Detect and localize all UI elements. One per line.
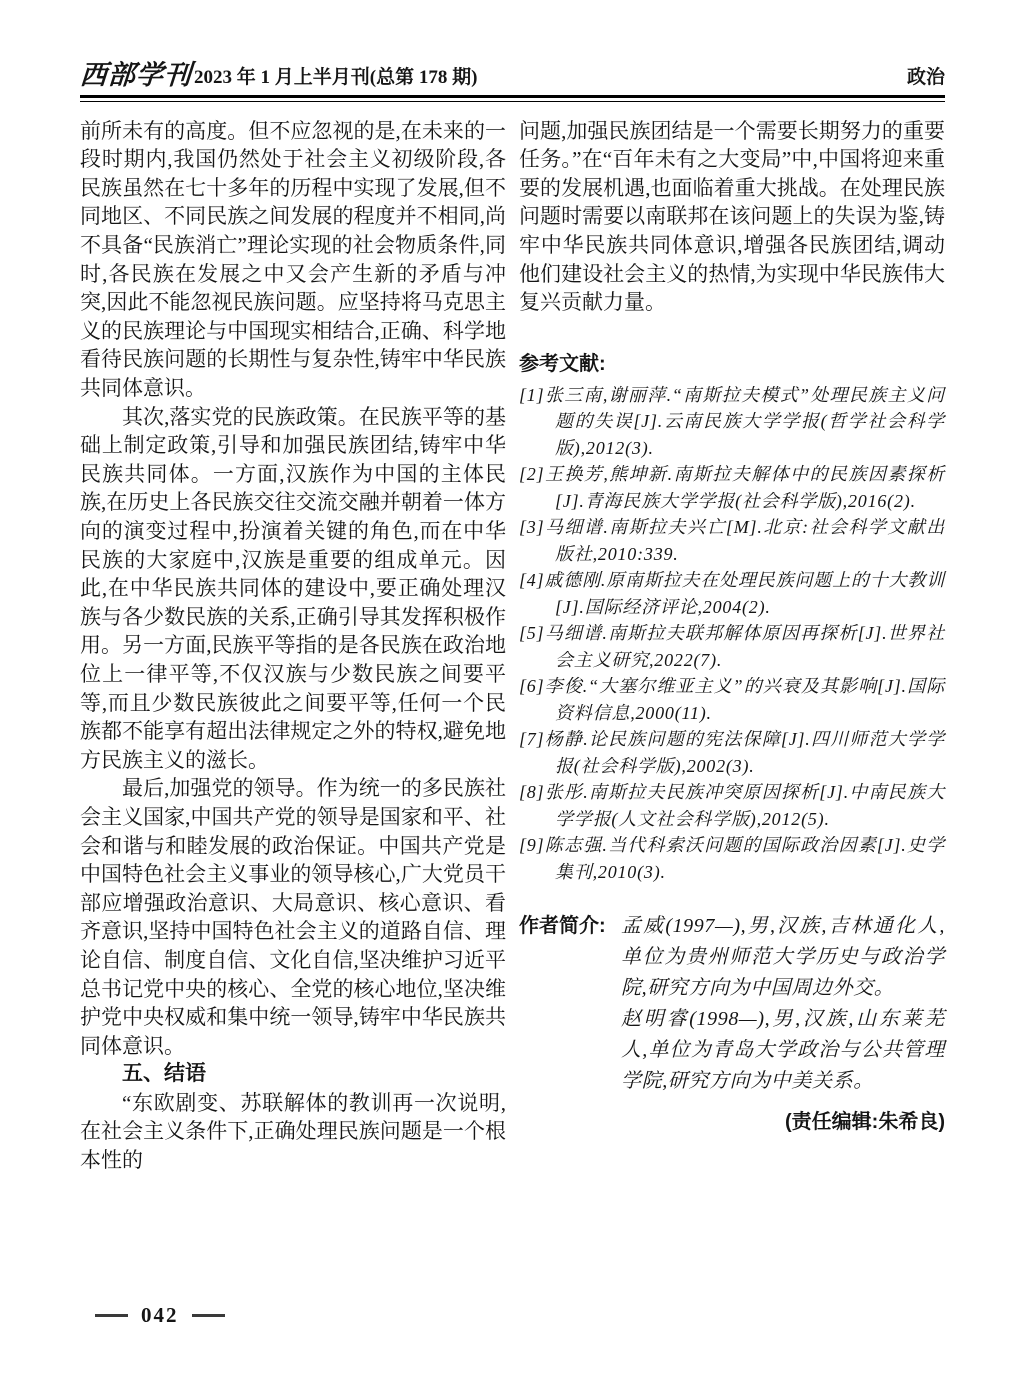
author-bio-entry: 孟威(1997—),男,汉族,吉林通化人,单位为贵州师范大学历史与政治学院,研究方向为中国周边外交。 [621, 915, 945, 1000]
page-header [80, 62, 945, 95]
reference-item: [8]张彤.南斯拉夫民族冲突原因探析[J].中南民族大学学报(人文社会科学版),2012(5). [519, 782, 945, 829]
reference-item: [3]马细谱.南斯拉夫兴亡[M].北京:社会科学文献出版社,2010:339. [519, 517, 945, 564]
reference-item: [1]张三南,谢丽萍.“南斯拉夫模式”处理民族主义问题的失误[J].云南民族大学学报(哲学社会科学版),2012(3). [519, 384, 945, 458]
body-paragraph: “东欧剧变、苏联解体的教训再一次说明,在社会主义条件下,正确处理民族问题是一个根本性的 [80, 1090, 506, 1173]
reference-item: [4]戚德刚.原南斯拉夫在处理民族问题上的十大教训[J].国际经济评论,2004(2). [519, 570, 945, 617]
body-paragraph: 问题,加强民族团结是一个需要长期努力的重要任务。”在“百年未有之大变局”中,中国将迎来重要的发展机遇,也面临着重大挑战。在处理民族问题时需要以南联邦在该问题上的失误为鉴,铸牢中华民族共同体意识,增强各民族团结,调动他们建设社会主义的热情,为实现中华民族伟大复兴贡献力量。 [519, 118, 945, 315]
references-list [519, 382, 945, 886]
journal-page [80, 62, 945, 1175]
references-heading: 参考文献: [519, 352, 606, 375]
left-column [80, 117, 506, 1175]
header-rule-thin [80, 101, 945, 102]
editor-note: (责任编辑:朱希良) [785, 1111, 945, 1134]
body-paragraph: 前所未有的高度。但不应忽视的是,在未来的一段时期内,我国仍然处于社会主义初级阶段,各民族虽然在七十多年的历程中实现了发展,但不同地区、不同民族之间发展的程度并不相同,尚不具备“民族消亡”理论实现的社会物质条件,同时,各民族在发展之中又会产生新的矛盾与冲突,因此不能忽视民族问题。应坚持将马克思主义的民族理论与中国现实相结合,正确、科学地看待民族问题的长期性与复杂性,铸牢中华民族共同体意识。 [80, 118, 506, 401]
reference-item: [7]杨静.论民族问题的宪法保障[J].四川师范大学学报(社会科学版),2002(3). [519, 729, 945, 776]
reference-item: [2]王换芳,熊坤新.南斯拉夫解体中的民族因素探析[J].青海民族大学学报(社会科学版),2016(2). [519, 464, 945, 511]
reference-item: [9]陈志强.当代科索沃问题的国际政治因素[J].史学集刊,2010(3). [519, 835, 945, 882]
header-left [80, 62, 477, 89]
author-bio [519, 911, 945, 1097]
conclusion-heading: 五、结语 [122, 1062, 206, 1086]
author-bio-label: 作者简介: [519, 915, 606, 938]
page-footer [95, 1303, 225, 1328]
issue-info: 2023 年 1 月上半月刊(总第 178 期) [194, 67, 478, 89]
body-paragraph: 最后,加强党的领导。作为统一的多民族社会主义国家,中国共产党的领导是国家和平、社会和谐与和睦发展的政治保证。中国共产党是中国特色社会主义事业的领导核心,广大党员干部应增强政治意识、大局意识、核心意识、看齐意识,坚持中国特色社会主义的道路自信、理论自信、制度自信、文化自信,坚决维护习近平总书记党中央的核心、全党的核心地位,坚决维护党中央权威和集中统一领导,铸牢中华民族共同体意识。 [80, 776, 506, 1058]
page-dash-left-icon [95, 1314, 128, 1316]
page-dash-right-icon [192, 1314, 225, 1316]
reference-item: [5]马细谱.南斯拉夫联邦解体原因再探析[J].世界社会主义研究,2022(7). [519, 623, 945, 670]
page-number: 042 [141, 1303, 179, 1327]
section-label: 政治 [906, 67, 945, 89]
body-paragraph: 其次,落实党的民族政策。在民族平等的基础上制定政策,引导和加强民族团结,铸牢中华民族共同体。一方面,汉族作为中国的主体民族,在历史上各民族交往交流交融并朝着一体方向的演变过程中,扮演着关键的角色,而在中华民族的大家庭中,汉族是重要的组成单元。因此,在中华民族共同体的建设中,要正确处理汉族与各少数民族的关系,正确引导其发挥积极作用。另一方面,民族平等指的是各民族在政治地位上一律平等,不仅汉族与少数民族之间要平等,而且少数民族彼此之间要平等,任何一个民族都不能享有超出法律规定之外的特权,避免地方民族主义的滋长。 [80, 404, 506, 772]
header-rule-thick [80, 95, 945, 98]
two-column-body [80, 117, 945, 1175]
reference-item: [6]李俊.“大塞尔维亚主义”的兴衰及其影响[J].国际资料信息,2000(11). [519, 676, 945, 723]
journal-logo: 西部学刊 [78, 60, 194, 90]
right-column [519, 117, 945, 1175]
author-bio-entry: 赵明睿(1998—),男,汉族,山东莱芜人,单位为青岛大学政治与公共管理学院,研究方向为中美关系。 [621, 1008, 945, 1093]
